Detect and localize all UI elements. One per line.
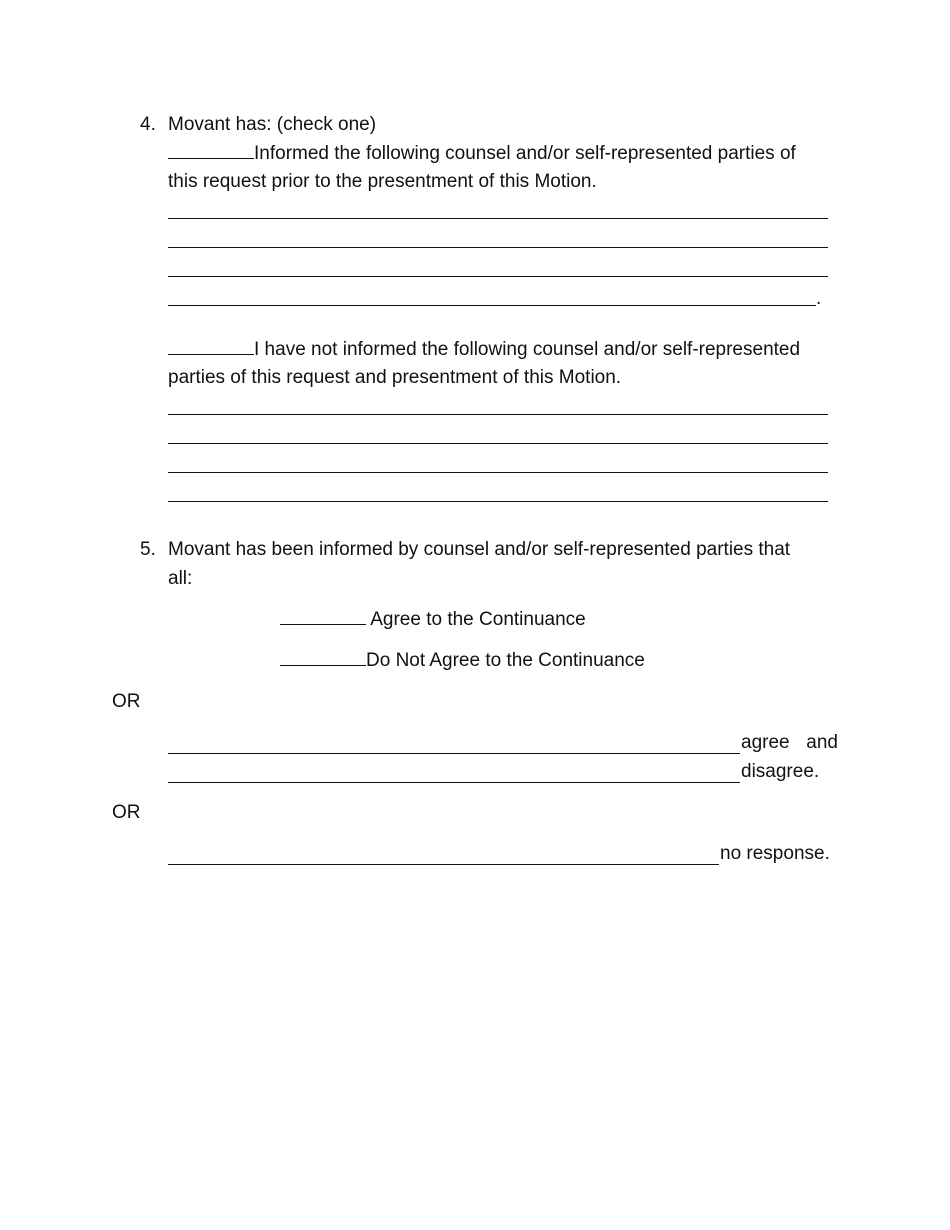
disagree-text-end: disagree. <box>741 761 820 782</box>
not-informed-party-line-1[interactable] <box>168 414 828 415</box>
agree-word: agree <box>741 732 790 753</box>
not-informed-party-line-2[interactable] <box>168 443 828 444</box>
option-informed-text: Informed the following counsel and/or self-represented parties of <box>254 143 796 164</box>
item-5-line1: Movant has been informed by counsel and/or self-represented parties that <box>168 539 791 560</box>
agree-and-text <box>741 729 838 757</box>
check-blank-disagree[interactable] <box>280 647 366 666</box>
agree-text: Agree to the Continuance <box>370 609 586 630</box>
not-informed-party-line-4[interactable] <box>168 501 828 502</box>
informed-party-line-4[interactable] <box>168 305 816 306</box>
item-4-number: 4. <box>140 114 156 135</box>
item-5-number: 5. <box>140 539 156 560</box>
no-response-text: no response. <box>720 843 830 864</box>
not-informed-party-line-3[interactable] <box>168 472 828 473</box>
option-informed-line1 <box>168 140 796 168</box>
informed-list-period: . <box>816 288 822 309</box>
disagree-option <box>280 647 645 675</box>
item-5-line2: all: <box>168 568 193 589</box>
or-separator-1: OR <box>112 691 141 712</box>
informed-party-line-1[interactable] <box>168 218 828 219</box>
option-informed-line2: this request prior to the presentment of this Motion. <box>168 171 597 192</box>
no-response-parties-line[interactable] <box>168 864 719 865</box>
option-not-informed-line2: parties of this request and presentment of this Motion. <box>168 367 622 388</box>
check-blank-agree[interactable] <box>280 606 366 625</box>
agree-parties-line[interactable] <box>168 753 740 754</box>
and-word: and <box>806 732 838 753</box>
check-blank-not-informed[interactable] <box>168 336 254 355</box>
check-blank-informed[interactable] <box>168 140 254 159</box>
agree-option <box>280 606 586 634</box>
option-not-informed-text: I have not informed the following counsel and/or self-represented <box>254 339 801 360</box>
item-4-heading: Movant has: (check one) <box>168 114 377 135</box>
disagree-text: Do Not Agree to the Continuance <box>366 650 645 671</box>
or-separator-2: OR <box>112 802 141 823</box>
informed-party-line-3[interactable] <box>168 276 828 277</box>
disagree-parties-line[interactable] <box>168 782 740 783</box>
option-not-informed-line1 <box>168 336 800 364</box>
informed-party-line-2[interactable] <box>168 247 828 248</box>
